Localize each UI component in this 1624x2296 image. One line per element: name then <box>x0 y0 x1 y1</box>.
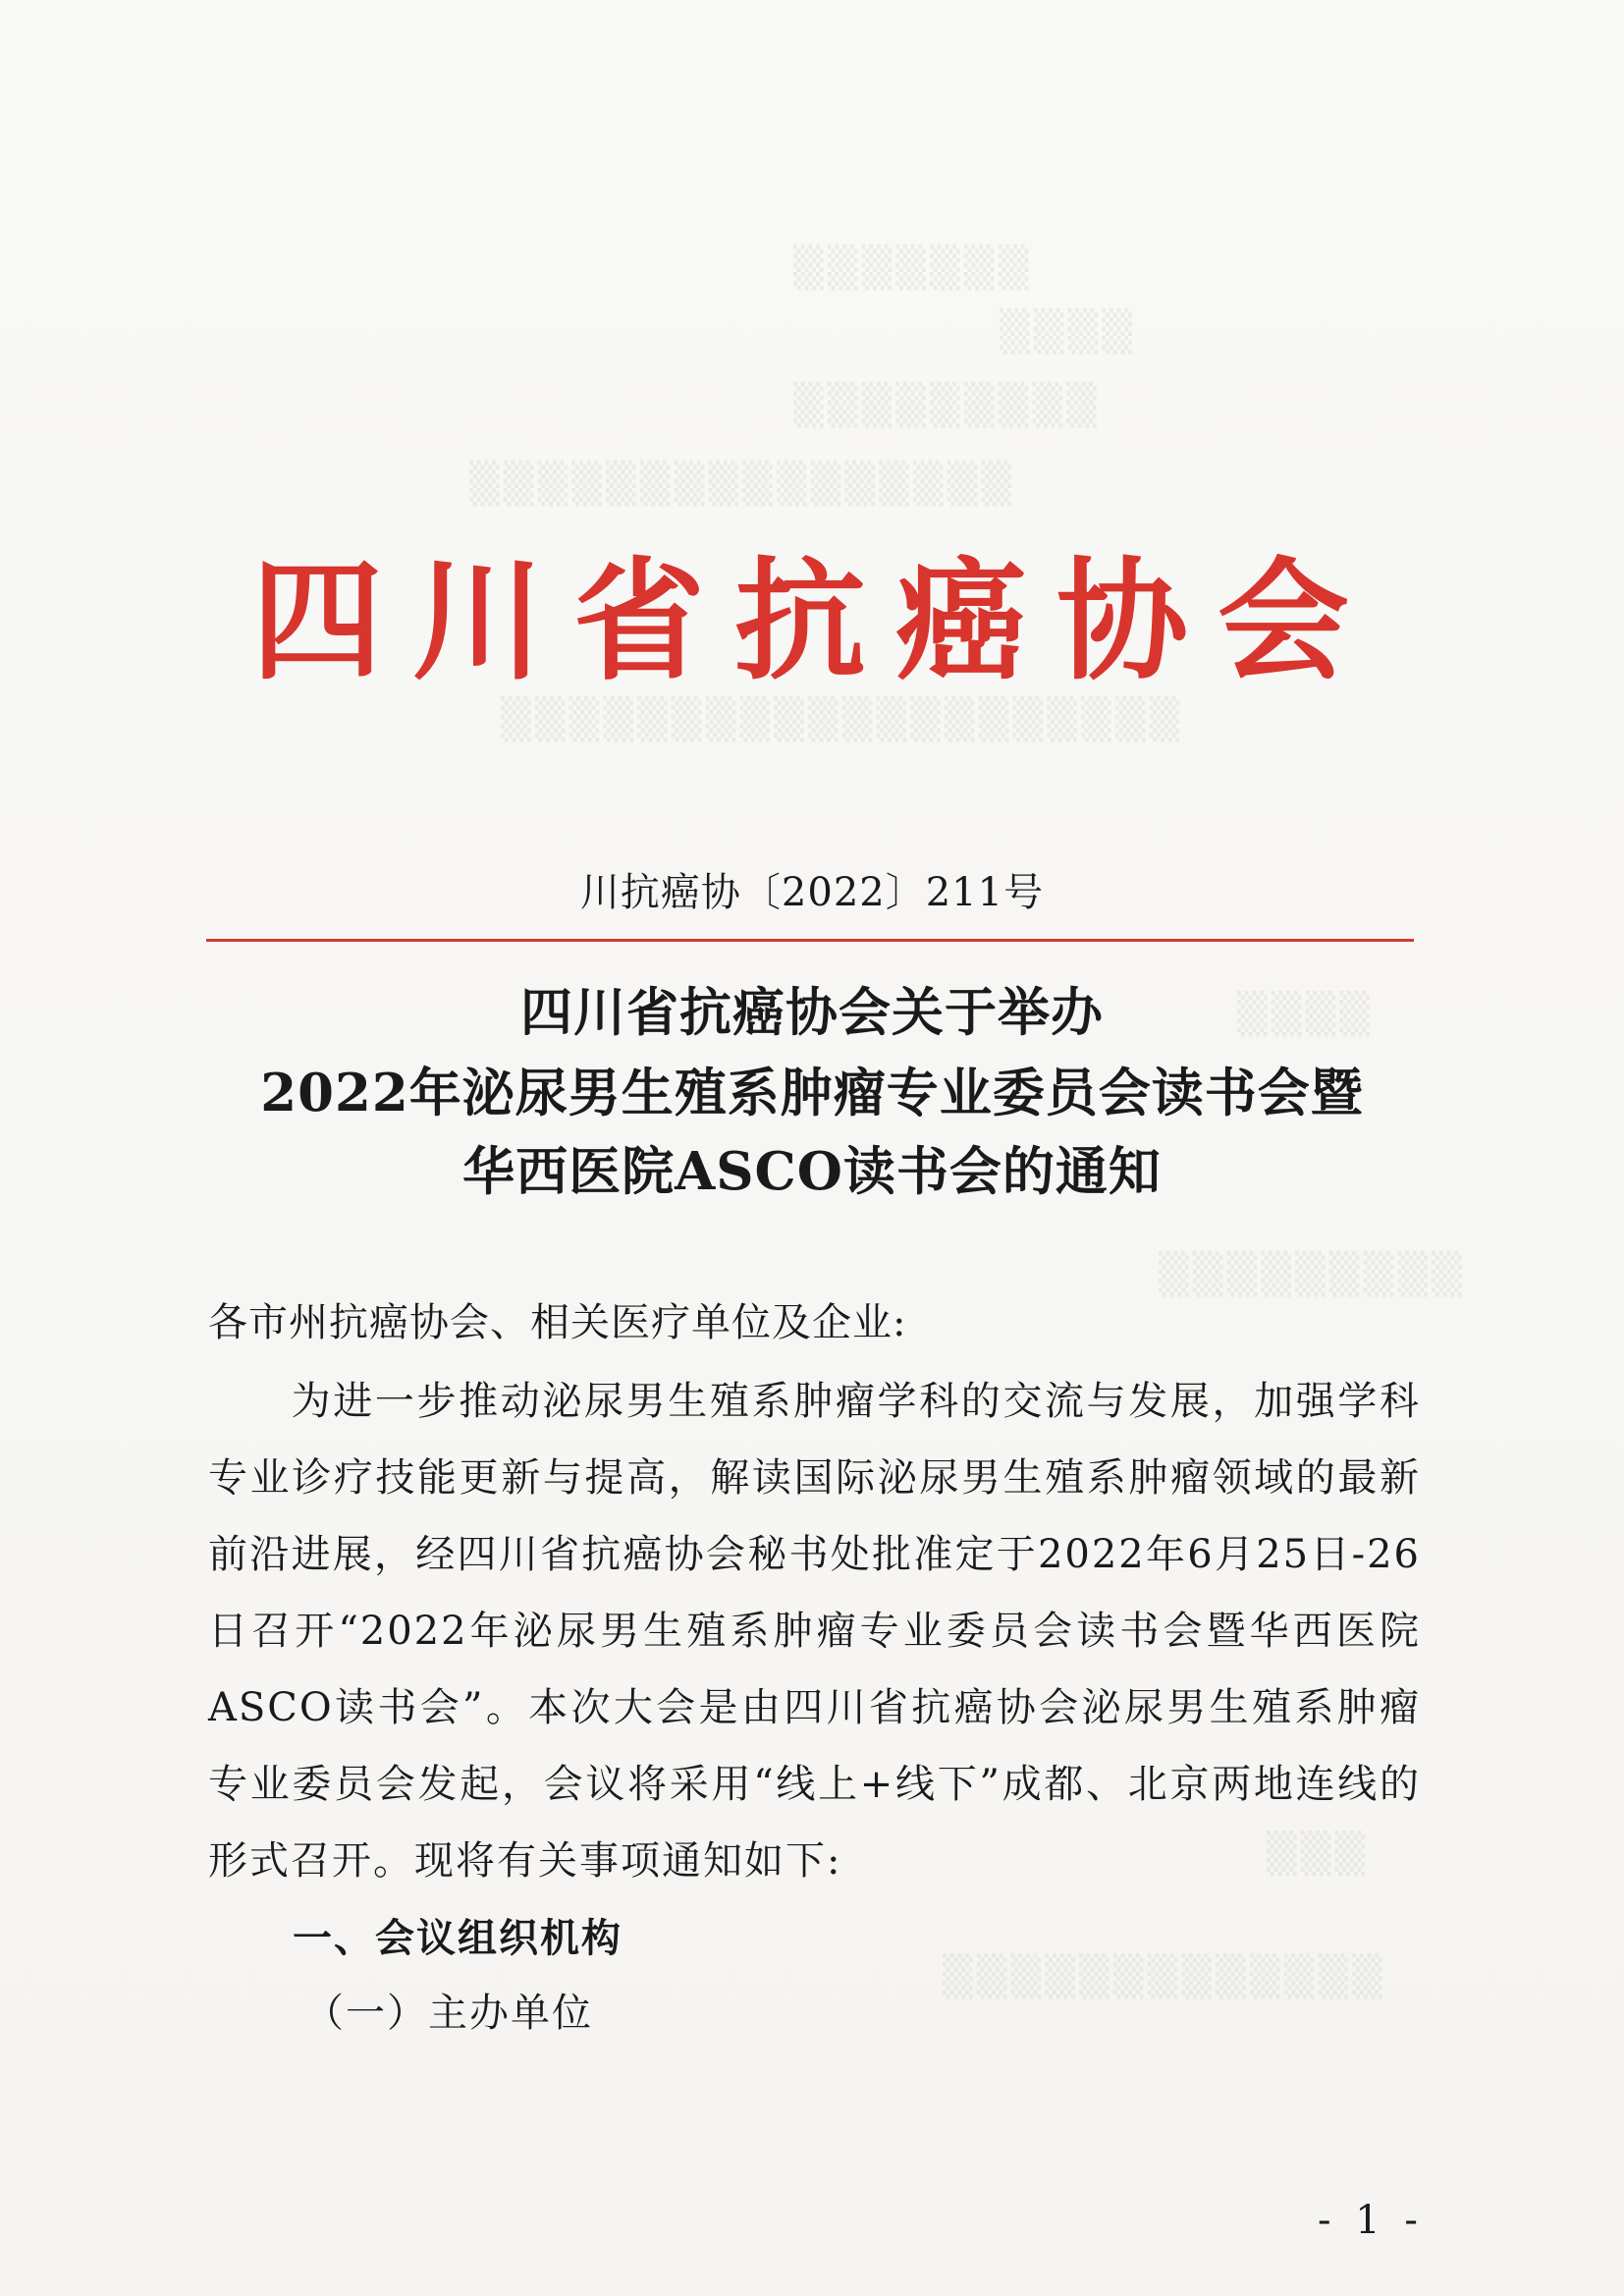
page-number: - 1 - <box>1318 2198 1424 2243</box>
document-number: 川抗癌协〔2022〕211号 <box>579 870 1045 915</box>
bleed-through-text: ▒▒▒▒▒▒▒▒▒ <box>793 383 1101 428</box>
organization-title: 四川省抗癌协会 <box>250 543 1379 698</box>
bleed-through-text: ▒▒▒▒▒▒▒▒▒▒▒▒▒ <box>943 1954 1386 1999</box>
bleed-through-text: ▒▒▒▒▒▒▒▒▒ <box>1159 1252 1466 1297</box>
bleed-through-text: ▒▒▒▒ <box>1237 992 1375 1037</box>
bleed-through-text: ▒▒▒▒ <box>1000 309 1137 355</box>
addressee: 各市州抗癌协会、相关医疗单位及企业: <box>208 1300 907 1345</box>
body-text: 为进一步推动泌尿男生殖系肿瘤学科的交流与发展，加强学科专业诊疗技能更新与提高，解读国际泌尿男生殖系肿瘤领域的最新前沿进展，经四川省抗癌协会秘书处批准定于2022年6月25日-26日召开“2022年泌尿男生殖系肿瘤专业委员会读书会暨华西医院ASCO读书会”。本次大会是由四川省抗癌协会泌尿男生殖系肿瘤专业委员会发起，会议将采用“线上+线下”成都、北京两地连线的形式召开。现将有关事项通知如下: <box>208 1379 1421 1884</box>
subsection-heading: （一）主办单位 <box>304 1991 593 2036</box>
bleed-through-text: ▒▒▒▒▒▒▒ <box>793 246 1033 291</box>
bleed-through-text: ▒▒▒▒▒▒▒▒▒▒▒▒▒▒▒▒ <box>469 462 1016 507</box>
bleed-through-text: ▒▒▒ <box>1267 1831 1370 1877</box>
headline-line-2: 2022年泌尿男生殖系肿瘤专业委员会读书会暨 <box>260 1063 1364 1123</box>
headline-line-1: 四川省抗癌协会关于举办 <box>520 982 1104 1043</box>
body-paragraph <box>208 1363 1421 1899</box>
red-divider-line <box>206 939 1414 942</box>
headline-line-3: 华西医院ASCO读书会的通知 <box>462 1141 1162 1202</box>
bleed-through-text: ▒▒▒▒▒▒▒▒▒▒▒▒▒▒▒▒▒▒▒▒ <box>501 697 1184 742</box>
section-heading: 一、会议组织机构 <box>293 1915 623 1961</box>
